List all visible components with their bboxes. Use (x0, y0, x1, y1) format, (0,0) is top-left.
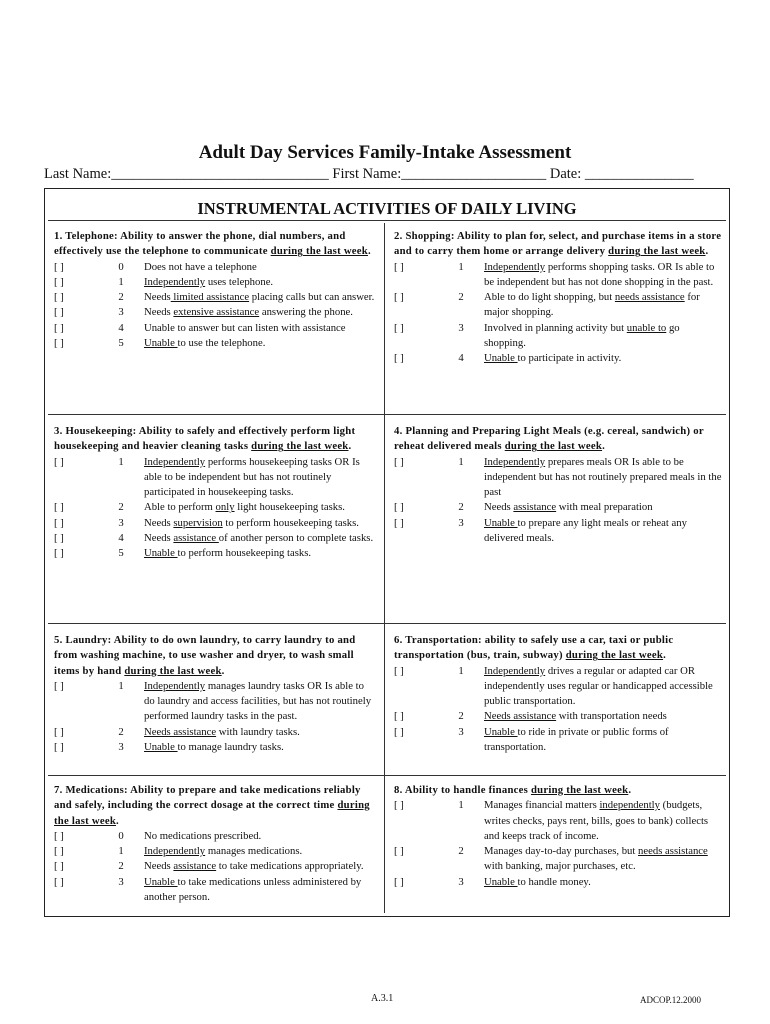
option-text-underlined: Unable (144, 337, 178, 350)
option-row (394, 260, 724, 291)
option-checkbox[interactable]: [ ] (54, 845, 64, 858)
option-checkbox[interactable]: [ ] (394, 664, 404, 677)
option-checkbox[interactable]: [ ] (394, 710, 404, 723)
page-number: A.3.1 (371, 993, 394, 1004)
option-score: 2 (458, 291, 464, 304)
question-end: . (602, 440, 605, 453)
option-text (144, 679, 376, 725)
option-row (394, 664, 724, 710)
option-score: 2 (458, 845, 464, 858)
option-text-underlined: Unable (484, 352, 518, 365)
question-text (394, 633, 724, 664)
option-text (484, 725, 724, 756)
option-text (144, 725, 376, 740)
option-score: 4 (118, 532, 124, 545)
option-row (54, 516, 376, 531)
option-text-lead: Manages financial matters (484, 799, 600, 812)
option-checkbox[interactable]: [ ] (394, 352, 404, 365)
question-text (54, 633, 376, 679)
option-text-underlined: Independently (484, 664, 546, 677)
option-score: 2 (118, 501, 124, 514)
shopping-section (394, 229, 724, 367)
option-text-underlined: Unable (144, 547, 178, 560)
option-text-rest: to handle money. (517, 875, 591, 888)
option-score: 3 (118, 875, 124, 888)
option-text-underlined: assistance (173, 532, 219, 545)
date-field[interactable]: _______________ (584, 166, 694, 182)
option-text-lead: Able to do light shopping, but (484, 291, 615, 304)
question-text (54, 783, 376, 829)
option-text-underlined: limited assistance (170, 291, 250, 304)
option-row (54, 455, 376, 501)
option-checkbox[interactable]: [ ] (54, 291, 64, 304)
option-row (394, 290, 724, 321)
option-checkbox[interactable]: [ ] (54, 860, 64, 873)
question-period: during the last week (504, 440, 603, 453)
option-checkbox[interactable]: [ ] (54, 679, 64, 692)
option-checkbox[interactable]: [ ] (54, 741, 64, 754)
option-score: 1 (458, 664, 464, 677)
option-score: 3 (458, 321, 464, 334)
option-score: 5 (118, 547, 124, 560)
option-score: 3 (458, 725, 464, 738)
question-end: . (116, 814, 119, 827)
option-text-underlined: Unable (144, 741, 178, 754)
form-title: Adult Day Services Family-Intake Assessment (198, 142, 572, 163)
option-score: 1 (458, 455, 464, 468)
option-row (54, 336, 376, 351)
option-row (54, 290, 376, 305)
option-text (484, 290, 724, 321)
option-row (394, 844, 724, 875)
transportation-section (394, 633, 724, 755)
option-score: 5 (118, 337, 124, 350)
option-text-underlined: Needs assistance (144, 725, 217, 738)
option-row (394, 709, 724, 724)
option-text (144, 531, 376, 546)
option-text-rest: to take medications appropriately. (216, 860, 364, 873)
option-row (54, 875, 376, 906)
option-text-underlined: Independently (484, 260, 546, 273)
option-text-rest: drives a regular or adapted car OR independently uses regular or handicapped accessible public transportation. (484, 664, 713, 708)
question-text (394, 229, 724, 260)
option-row (394, 725, 724, 756)
option-text-rest: performs housekeeping tasks OR Is able to be independent but has not routinely participated in housekeeping tasks. (144, 455, 360, 499)
option-checkbox[interactable]: [ ] (394, 501, 404, 514)
option-text-underlined: needs assistance (638, 845, 708, 858)
option-text-lead: Needs (144, 291, 171, 304)
question-text (54, 229, 376, 260)
option-text (144, 305, 376, 320)
option-score: 2 (458, 501, 464, 514)
option-score: 1 (118, 455, 124, 468)
question-lead: 5. Laundry: Ability to do own laundry, to carry laundry to and from washing machine, to use washer and dryer, to wash small items by hand (54, 634, 356, 677)
housekeeping-section (54, 424, 376, 562)
option-row (394, 798, 724, 844)
option-checkbox[interactable]: [ ] (54, 547, 64, 560)
option-text-underlined: Independently (144, 455, 206, 468)
question-lead: 6. Transportation: ability to safely use a car, taxi or public transportation (bus, train, subway) (394, 634, 674, 662)
option-text-rest: answering the phone. (259, 306, 353, 319)
medications-section (54, 783, 376, 905)
option-text-rest: to perform housekeeping tasks. (222, 516, 359, 529)
option-score: 1 (118, 845, 124, 858)
question-period: during the last week (270, 245, 368, 258)
option-text-underlined: only (215, 501, 235, 514)
option-text-underlined: Needs assistance (484, 710, 557, 723)
telephone-section (54, 229, 376, 351)
option-row (394, 500, 724, 515)
option-row (394, 455, 724, 501)
option-text-underlined: Independently (144, 679, 206, 692)
option-text (484, 455, 724, 501)
option-score: 2 (118, 860, 124, 873)
name-date-line (44, 166, 724, 183)
option-row (54, 500, 376, 515)
option-checkbox[interactable]: [ ] (394, 875, 404, 888)
option-text-lead: Needs (144, 516, 174, 529)
question-period: during the last week (54, 799, 370, 827)
option-score: 2 (118, 291, 124, 304)
option-row (54, 275, 376, 290)
question-end: . (663, 649, 666, 662)
option-score: 3 (458, 516, 464, 529)
option-checkbox[interactable]: [ ] (54, 275, 64, 288)
option-text (144, 260, 376, 275)
option-text (144, 844, 376, 859)
option-text-rest: manages laundry tasks OR Is able to do laundry and access facilities, but has not routinely performed laundry tasks in the past. (144, 679, 372, 723)
divider (48, 775, 726, 776)
option-checkbox[interactable]: [ ] (394, 799, 404, 812)
option-text-rest: to use the telephone. (177, 337, 266, 350)
option-text (144, 290, 376, 305)
meals-section (394, 424, 724, 546)
option-text (484, 709, 724, 724)
option-text-rest: with transportation needs (556, 710, 667, 723)
option-row (54, 546, 376, 561)
option-text-rest: to take medications unless administered by another person. (144, 875, 362, 904)
option-checkbox[interactable]: [ ] (54, 337, 64, 350)
option-text-underlined: Unable (484, 875, 518, 888)
option-text-underlined: Unable (484, 516, 518, 529)
option-text-underlined: assistance (513, 501, 557, 514)
option-text-underlined: extensive assistance (173, 306, 260, 319)
option-checkbox[interactable]: [ ] (394, 516, 404, 529)
option-checkbox[interactable]: [ ] (394, 260, 404, 273)
option-score: 0 (118, 829, 124, 842)
option-checkbox[interactable]: [ ] (394, 291, 404, 304)
option-row (54, 260, 376, 275)
option-text-rest: with laundry tasks. (216, 725, 300, 738)
option-text-rest: with meal preparation (556, 501, 653, 514)
option-text-underlined: unable to (626, 321, 667, 334)
question-period: during the last week (251, 440, 349, 453)
option-score: 2 (458, 710, 464, 723)
option-score: 2 (118, 725, 124, 738)
option-text-rest: of another person to complete tasks. (218, 532, 374, 545)
option-text-underlined: Unable (144, 875, 178, 888)
option-checkbox[interactable]: [ ] (54, 321, 64, 334)
question-end: . (705, 245, 709, 258)
option-text-underlined: Unable (484, 725, 518, 738)
option-text-underlined: Independently (144, 845, 206, 858)
option-score: 1 (458, 799, 464, 812)
option-text (484, 844, 724, 875)
option-row (54, 859, 376, 874)
option-text (484, 500, 724, 515)
option-text (144, 500, 376, 515)
divider (48, 623, 726, 624)
option-text-underlined: Independently (144, 275, 206, 288)
option-checkbox[interactable]: [ ] (54, 516, 64, 529)
option-text (144, 336, 376, 351)
option-text-rest: prepares meals OR Is able to be independent but has not routinely prepared meals in the past (484, 455, 722, 499)
question-end: . (367, 245, 371, 258)
option-text-rest: to prepare any light meals or reheat any delivered meals. (484, 516, 687, 545)
option-text-lead: Does not have a telephone (144, 260, 257, 273)
option-text-underlined: needs assistance (614, 291, 685, 304)
question-lead: 7. Medications: Ability to prepare and take medications reliably and safely, including the correct dosage at the correct time (54, 784, 361, 812)
option-checkbox[interactable]: [ ] (394, 845, 404, 858)
option-checkbox[interactable]: [ ] (54, 501, 64, 514)
option-checkbox[interactable]: [ ] (54, 725, 64, 738)
section-heading: INSTRUMENTAL ACTIVITIES OF DAILY LIVING (197, 199, 577, 218)
option-row (394, 516, 724, 547)
option-text (484, 664, 724, 710)
option-row (394, 321, 724, 352)
option-text (484, 516, 724, 547)
option-score: 1 (118, 679, 124, 692)
question-lead: 1. Telephone: Ability to answer the phone, dial numbers, and effectively use the telephone to communicate (54, 230, 346, 258)
option-checkbox[interactable]: [ ] (394, 455, 404, 468)
question-text (394, 424, 724, 455)
option-text (144, 275, 376, 290)
option-row (394, 351, 724, 366)
question-end: . (221, 664, 225, 677)
question-lead: 2. Shopping: Ability to plan for, select, and purchase items in a store and to carry them home or arrange delivery (394, 230, 722, 258)
question-period: during the last week (530, 784, 629, 796)
option-text-rest: to perform housekeeping tasks. (177, 547, 312, 560)
question-lead: 8. Ability to handle finances (394, 784, 531, 796)
option-row (394, 875, 724, 890)
option-text (484, 351, 724, 366)
question-lead: 4. Planning and Preparing Light Meals (e.g. cereal, sandwich) or reheat delivered meals (394, 425, 704, 453)
form-code: ADCOP.12.2000 (640, 995, 702, 1005)
option-text (144, 321, 376, 336)
option-text-rest: light housekeeping tasks. (234, 501, 345, 514)
question-period: during the last week (565, 649, 664, 662)
option-row (54, 725, 376, 740)
first-name-field[interactable]: ____________________ (401, 166, 547, 182)
first-name-label: First Name: (332, 166, 402, 182)
option-text-lead: Needs (484, 501, 514, 514)
option-text (484, 321, 724, 352)
option-text-rest: to manage laundry tasks. (177, 741, 284, 754)
option-text (144, 829, 376, 844)
iadl-table (44, 188, 730, 917)
option-text-rest: for major shopping. (484, 291, 700, 319)
column-divider (384, 223, 385, 913)
option-text (484, 798, 724, 844)
option-text (484, 875, 724, 890)
option-checkbox[interactable]: [ ] (394, 321, 404, 334)
option-text (484, 260, 724, 291)
option-text-lead: Unable to answer but can listen with assistance (144, 321, 346, 334)
option-text-rest: uses telephone. (205, 275, 274, 288)
option-text-underlined: Independently (484, 455, 546, 468)
option-text (144, 546, 376, 561)
option-score: 4 (458, 352, 464, 365)
option-checkbox[interactable]: [ ] (54, 306, 64, 319)
option-text-rest: placing calls but can answer. (249, 291, 375, 304)
option-text-lead: Needs (144, 532, 174, 545)
option-text-lead: Needs (144, 306, 174, 319)
divider (48, 414, 726, 415)
option-score: 3 (458, 875, 464, 888)
option-row (54, 679, 376, 725)
option-checkbox[interactable]: [ ] (54, 260, 64, 273)
option-score: 4 (118, 321, 124, 334)
option-text-lead: No medications prescribed. (144, 829, 262, 842)
option-score: 3 (118, 306, 124, 319)
option-text (144, 875, 376, 906)
option-text-lead: Needs (144, 860, 174, 873)
option-text-rest: to participate in activity. (517, 352, 622, 365)
option-checkbox[interactable]: [ ] (54, 875, 64, 888)
option-text (144, 516, 376, 531)
option-row (54, 321, 376, 336)
option-text-rest: to ride in private or public forms of transportation. (484, 725, 669, 754)
option-row (54, 531, 376, 546)
last-name-field[interactable]: ______________________________ (111, 166, 329, 182)
option-text-rest: manages medications. (205, 845, 303, 858)
option-text-lead: Manages day-to-day purchases, but (484, 845, 639, 858)
option-text-underlined: supervision (173, 516, 223, 529)
option-score: 3 (118, 516, 124, 529)
option-text-rest: go shopping. (484, 321, 680, 350)
option-score: 0 (118, 260, 124, 273)
option-text (144, 455, 376, 501)
option-checkbox[interactable]: [ ] (54, 532, 64, 545)
option-row (54, 740, 376, 755)
option-text-rest: with banking, major purchases, etc. (484, 860, 636, 873)
question-period: during the last week (124, 664, 222, 677)
option-row (54, 844, 376, 859)
option-row (54, 305, 376, 320)
option-text-rest: performs shopping tasks. OR Is able to be independent but has not done shopping in the past. (484, 260, 715, 288)
laundry-section (54, 633, 376, 755)
question-period: during the last week (608, 245, 706, 258)
date-label: Date: (549, 166, 582, 182)
question-text (54, 424, 376, 455)
option-text-underlined: independently (599, 799, 660, 812)
option-checkbox[interactable]: [ ] (54, 455, 64, 468)
divider (48, 220, 726, 221)
question-end: . (348, 440, 352, 453)
last-name-label: Last Name: (44, 166, 112, 182)
option-text-underlined: assistance (173, 860, 217, 873)
option-text (144, 740, 376, 755)
option-checkbox[interactable]: [ ] (394, 725, 404, 738)
option-text-lead: Involved in planning activity but (484, 321, 627, 334)
question-text (394, 783, 724, 798)
option-score: 3 (118, 741, 124, 754)
question-end: . (628, 784, 632, 796)
option-text-rest: (budgets, writes checks, pays rent, bills, goes to bank) collects and keeps track of income. (484, 799, 709, 842)
option-row (54, 829, 376, 844)
question-lead: 3. Housekeeping: Ability to safely and effectively perform light housekeeping and heavier cleaning tasks (54, 425, 356, 453)
option-text (144, 859, 376, 874)
option-checkbox[interactable]: [ ] (54, 829, 64, 842)
finances-section (394, 783, 724, 890)
option-score: 1 (118, 275, 124, 288)
option-score: 1 (458, 260, 464, 273)
option-text-lead: Able to perform (144, 501, 216, 514)
